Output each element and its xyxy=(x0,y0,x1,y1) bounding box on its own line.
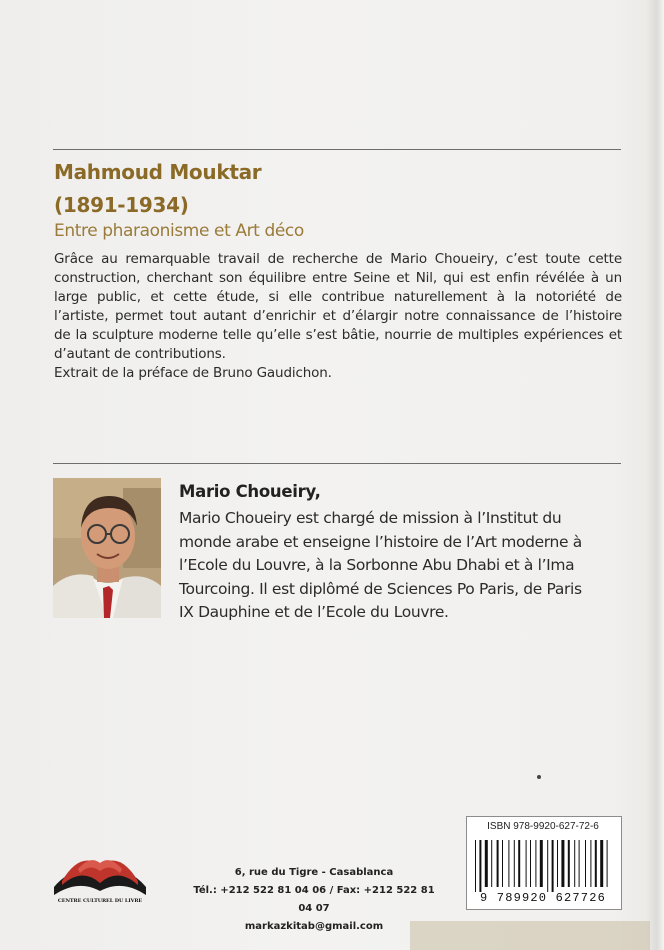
book-abstract xyxy=(54,250,622,383)
barcode-bar xyxy=(552,840,554,892)
barcode-bar xyxy=(600,840,603,887)
barcode-bar xyxy=(574,840,575,887)
book-subtitle: Entre pharaonisme et Art déco xyxy=(54,221,304,241)
author-name: Mario Choueiry, xyxy=(179,482,321,501)
isbn-label: ISBN 978-9920-627-72-6 xyxy=(487,821,599,832)
abstract-line: construction, cherchant son équilibre entre Seine et Nil, qui est enfin révélée à un xyxy=(54,270,622,286)
abstract-line: large public, et cette étude, si elle contribue naturellement à la notoriété de xyxy=(54,289,622,305)
barcode-bar xyxy=(479,840,481,892)
preface-credit: Extrait de la préface de Bruno Gaudichon. xyxy=(54,365,332,381)
barcode-bar xyxy=(502,840,503,887)
abstract-line: Grâce au remarquable travail de recherche de Mario Choueiry, c’est toute cette xyxy=(54,251,622,267)
barcode-bar xyxy=(508,840,509,887)
barcode-bar xyxy=(535,840,536,887)
barcode-bar xyxy=(568,840,570,887)
barcode-bar xyxy=(526,840,527,887)
barcode-bar xyxy=(540,840,543,887)
publisher-contact xyxy=(186,864,442,936)
publisher-name: CENTRE CULTUREL DU LIVRE xyxy=(57,898,143,904)
print-speck xyxy=(537,775,541,779)
barcode-bar xyxy=(607,840,608,887)
bio-line: l’Ecole du Louvre, à la Sorbonne Abu Dhabi et à l’Ima xyxy=(179,556,575,574)
barcode-bar xyxy=(491,840,492,887)
sticker-residue xyxy=(410,921,650,950)
barcode-bar xyxy=(547,840,548,892)
barcode-bar xyxy=(590,840,591,887)
barcode-bar xyxy=(595,840,597,887)
barcode-bar xyxy=(514,840,515,887)
barcode-bar xyxy=(530,840,531,887)
middle-divider xyxy=(53,463,621,464)
barcode-bar xyxy=(579,840,580,887)
barcode-bar xyxy=(475,840,476,892)
abstract-line: l’artiste, permet tout autant d’enrichir et d’élargir notre connaissance de l’histoire xyxy=(54,308,622,324)
publisher-email: markazkitab@gmail.com xyxy=(244,921,384,932)
publisher-address: 6, rue du Tigre - Casablanca xyxy=(234,867,394,878)
barcode-bar xyxy=(497,840,499,887)
abstract-line: d’autant de contributions. xyxy=(54,346,226,362)
barcode-bar xyxy=(485,840,488,887)
author-photo xyxy=(53,478,161,618)
barcode-bar xyxy=(518,840,520,887)
top-divider xyxy=(53,149,621,150)
bio-line: monde arabe et enseigne l’histoire de l’Art moderne à xyxy=(179,532,582,551)
author-portrait-illustration xyxy=(53,478,161,618)
bio-line: Mario Choueiry est chargé de mission à l’Institut du xyxy=(179,509,562,527)
bio-line: IX Dauphine et de l’Ecole du Louvre. xyxy=(179,603,449,621)
book-title: Mahmoud Mouktar xyxy=(54,160,262,184)
isbn-digits: 9 789920 627726 xyxy=(479,891,607,905)
author-bio xyxy=(179,507,623,625)
publisher-logo xyxy=(48,845,152,905)
book-dates: (1891-1934) xyxy=(54,193,189,217)
bio-line: Tourcoing. Il est diplômé de Sciences Po Paris, de Paris xyxy=(179,579,582,598)
barcode-bar xyxy=(561,840,564,887)
abstract-line: de la sculpture moderne telle qu’elle s’est bâtie, nourrie de multiples expériences et xyxy=(54,327,622,343)
barcode-bar xyxy=(585,840,586,887)
page-edge-shadow xyxy=(646,0,664,950)
publisher-phone-fax: Tél.: +212 522 81 04 06 / Fax: +212 522 81 04 07 xyxy=(193,885,435,914)
barcode-bars xyxy=(473,840,613,892)
barcode-bar xyxy=(557,840,558,887)
